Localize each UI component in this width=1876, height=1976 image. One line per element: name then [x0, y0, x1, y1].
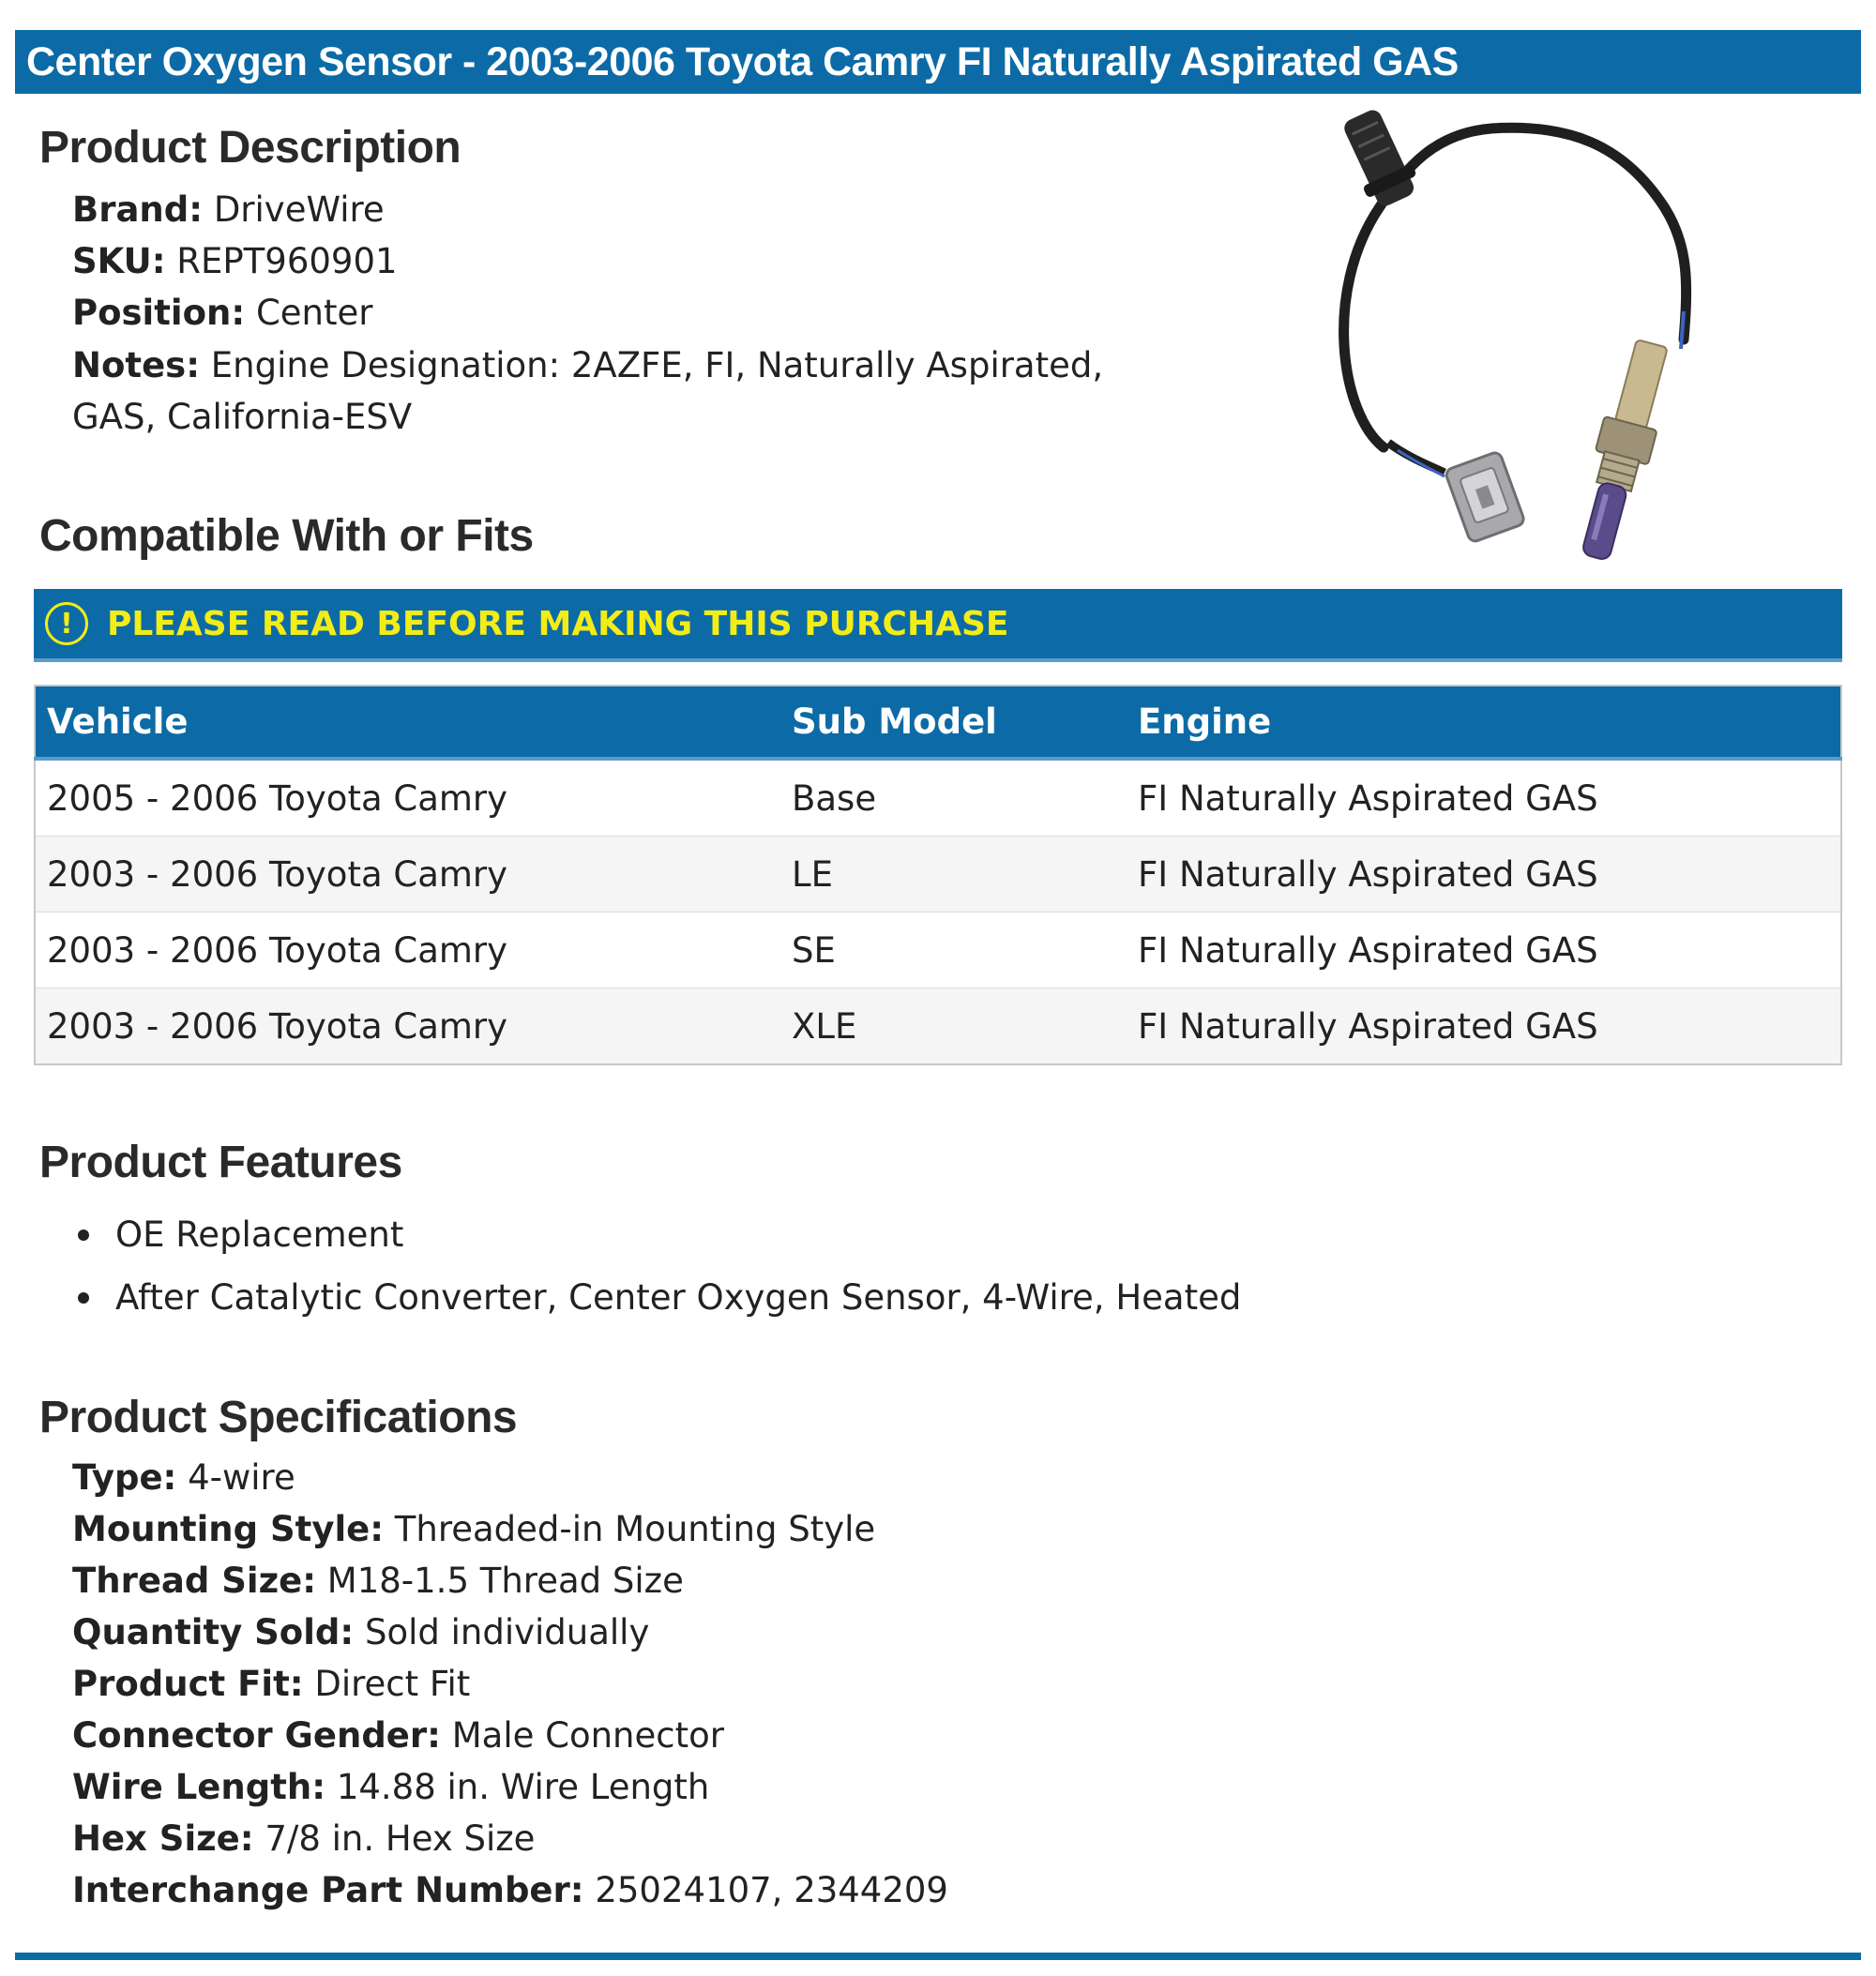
cell-vehicle: 2003 - 2006 Toyota Camry	[35, 988, 780, 1065]
spec-row-thread-size	[72, 1555, 948, 1606]
sku-label: SKU:	[72, 241, 166, 281]
table-header-row	[35, 686, 1841, 759]
spec-label: Product Fit:	[72, 1664, 304, 1704]
spec-value: Sold individually	[364, 1612, 650, 1652]
exclamation-circle-icon: !	[45, 602, 88, 645]
cell-engine: FI Naturally Aspirated GAS	[1127, 759, 1841, 837]
spec-label: Quantity Sold:	[72, 1612, 355, 1652]
brand-value: DriveWire	[213, 189, 385, 230]
brand-label: Brand:	[72, 189, 204, 230]
connector-lead	[1388, 443, 1445, 473]
table-row	[35, 837, 1841, 913]
cell-sub-model: XLE	[780, 988, 1127, 1065]
cell-engine: FI Naturally Aspirated GAS	[1127, 837, 1841, 913]
product-specifications-heading: Product Specifications	[39, 1393, 518, 1442]
notes-value: Engine Designation: 2AZFE, FI, Naturally Aspirated, GAS, California-ESV	[72, 345, 1104, 437]
spec-row-hex-size	[72, 1813, 948, 1864]
bullet-icon	[78, 1229, 89, 1241]
spec-label: Mounting Style:	[72, 1509, 385, 1549]
bullet-icon	[78, 1292, 89, 1304]
notes-row	[72, 339, 1104, 443]
specifications-list	[72, 1452, 948, 1916]
spec-value: 4-wire	[188, 1457, 295, 1498]
cell-engine: FI Naturally Aspirated GAS	[1127, 988, 1841, 1065]
product-description-heading: Product Description	[39, 123, 461, 173]
spec-row-type	[72, 1452, 948, 1503]
column-header-vehicle: Vehicle	[47, 701, 189, 742]
list-item	[72, 1266, 1241, 1329]
cell-vehicle: 2003 - 2006 Toyota Camry	[35, 837, 780, 913]
spec-row-product-fit	[72, 1658, 948, 1710]
spec-label: Interchange Part Number:	[72, 1870, 584, 1910]
grommet-boot	[1335, 105, 1424, 212]
spec-value: Threaded-in Mounting Style	[394, 1509, 876, 1549]
connector-wire-blue	[1398, 450, 1445, 476]
cell-sub-model: SE	[780, 913, 1127, 988]
cell-sub-model: Base	[780, 759, 1127, 837]
position-label: Position:	[72, 293, 246, 333]
spec-label: Hex Size:	[72, 1818, 254, 1859]
spec-label: Connector Gender:	[72, 1715, 441, 1756]
cell-vehicle: 2003 - 2006 Toyota Camry	[35, 913, 780, 988]
notes-label: Notes:	[72, 345, 200, 385]
spec-row-connector-gender	[72, 1710, 948, 1761]
sku-value: REPT960901	[176, 241, 398, 281]
position-row	[72, 287, 372, 339]
cell-sub-model: LE	[780, 837, 1127, 913]
feature-text: After Catalytic Converter, Center Oxygen Sensor, 4-Wire, Heated	[115, 1277, 1242, 1318]
sensor-body	[1568, 337, 1678, 565]
feature-text: OE Replacement	[115, 1214, 404, 1255]
spec-row-mounting-style	[72, 1503, 948, 1555]
spec-label: Wire Length:	[72, 1767, 326, 1807]
fitment-table	[34, 685, 1842, 1065]
column-header-engine: Engine	[1138, 701, 1272, 742]
sku-row	[72, 235, 398, 287]
compatible-heading: Compatible With or Fits	[39, 511, 534, 561]
spec-label: Thread Size:	[72, 1561, 317, 1601]
spec-row-quantity-sold	[72, 1606, 948, 1658]
spec-value: Direct Fit	[314, 1664, 471, 1704]
purchase-warning-banner	[34, 589, 1842, 662]
cell-vehicle: 2005 - 2006 Toyota Camry	[35, 759, 780, 837]
sensor-connector	[1445, 451, 1525, 543]
spec-value: M18-1.5 Thread Size	[326, 1561, 684, 1601]
spec-value: Male Connector	[451, 1715, 724, 1756]
spec-row-wire-length	[72, 1761, 948, 1813]
table-row	[35, 913, 1841, 988]
spec-label: Type:	[72, 1457, 177, 1498]
product-features-heading: Product Features	[39, 1138, 402, 1187]
spec-row-interchange-part-number	[72, 1864, 948, 1916]
spec-value: 25024107, 2344209	[595, 1870, 948, 1910]
list-item	[72, 1203, 1241, 1266]
spec-value: 7/8 in. Hex Size	[265, 1818, 536, 1859]
spec-value: 14.88 in. Wire Length	[336, 1767, 710, 1807]
table-row	[35, 759, 1841, 837]
title-bar	[15, 30, 1861, 94]
purchase-warning-text: PLEASE READ BEFORE MAKING THIS PURCHASE	[107, 604, 1009, 643]
cell-engine: FI Naturally Aspirated GAS	[1127, 913, 1841, 988]
oxygen-sensor-image	[1304, 105, 1707, 574]
page-title: Center Oxygen Sensor - 2003-2006 Toyota Camry FI Naturally Aspirated GAS	[26, 38, 1459, 84]
position-value: Center	[255, 293, 373, 333]
features-list	[72, 1203, 1241, 1329]
brand-row	[72, 184, 385, 235]
column-header-sub-model: Sub Model	[792, 701, 997, 742]
bottom-divider	[15, 1953, 1861, 1960]
table-row	[35, 988, 1841, 1065]
